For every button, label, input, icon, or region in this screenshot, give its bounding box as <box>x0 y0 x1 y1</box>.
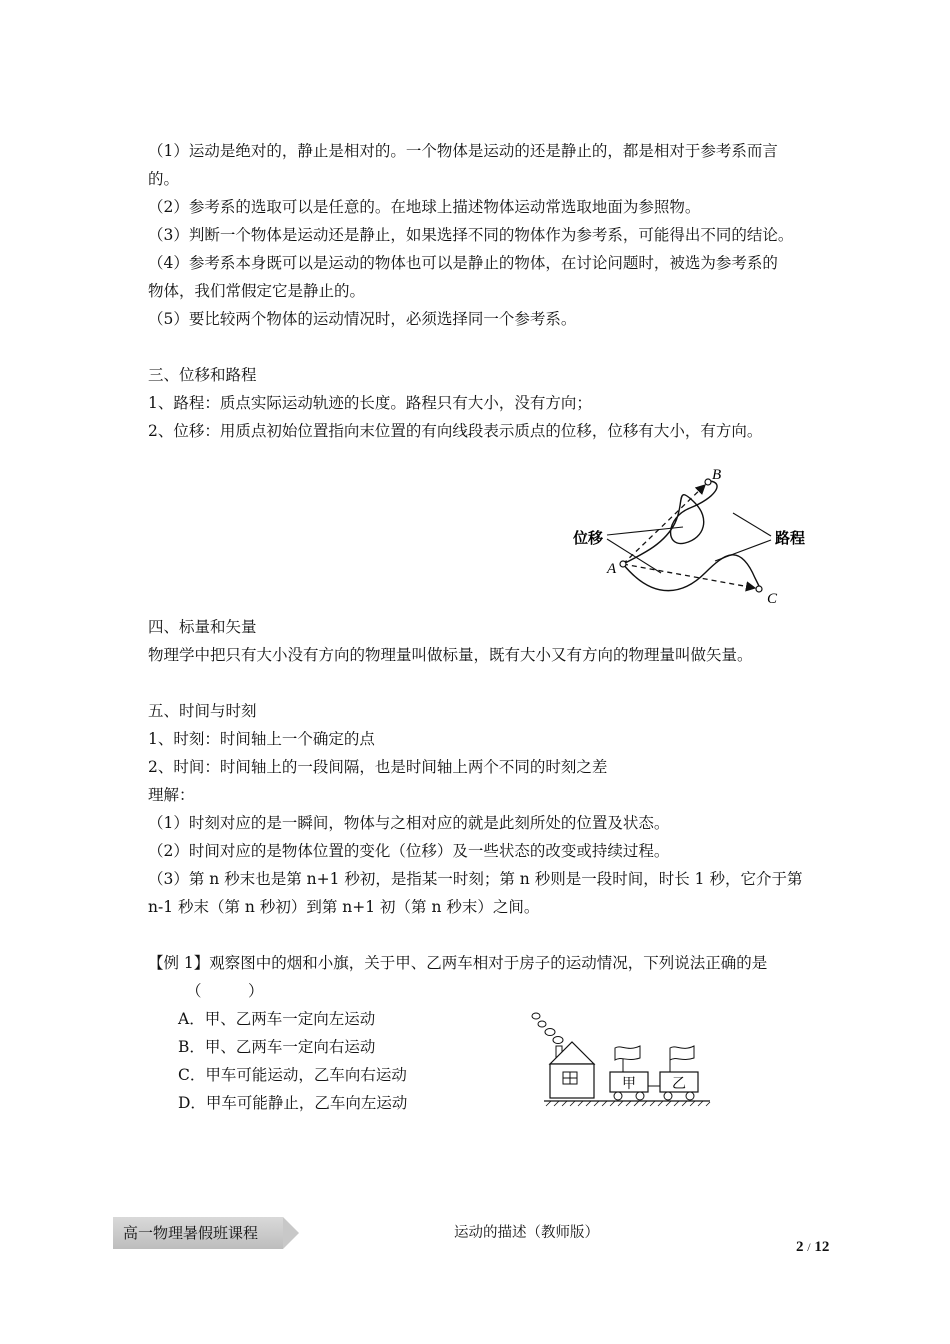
text-line: （2）时间对应的是物体位置的变化（位移）及一些状态的改变或持续过程。 <box>148 842 670 860</box>
text-line: （4）参考系本身既可以是运动的物体也可以是静止的物体，在讨论问题时，被选为参考系的 <box>148 254 778 272</box>
text-line: 物体，我们常假定它是静止的。 <box>148 282 366 300</box>
option-d: D．甲车可能静止，乙车向左运动 <box>178 1094 408 1112</box>
label-pointer <box>607 527 683 535</box>
text-line: n-1 秒末（第 n 秒初）到第 n+1 初（第 n 秒末）之间。 <box>148 898 540 916</box>
label-pointer <box>715 540 771 561</box>
text-line: （3）判断一个物体是运动还是静止，如果选择不同的物体作为参考系，可能得出不同的结论。 <box>148 226 794 244</box>
page-separator: / <box>807 1240 811 1254</box>
text-line: 理解： <box>148 786 195 804</box>
point-a-marker <box>620 561 626 567</box>
label-point-b: B <box>712 467 722 483</box>
text-line: （2）参考系的选取可以是任意的。在地球上描述物体运动常选取地面为参照物。 <box>148 198 701 216</box>
footer-course-tab: 高一物理暑假班课程 <box>113 1217 283 1249</box>
option-b: B．甲、乙两车一定向右运动 <box>178 1038 376 1056</box>
displacement-path-figure <box>565 463 825 613</box>
answer-blank: （ ） <box>186 982 264 1000</box>
page-total: 12 <box>814 1239 830 1255</box>
label-point-a: A <box>607 561 617 577</box>
label-point-c: C <box>767 591 778 607</box>
text-line: 2、时间：时间轴上的一段间隔，也是时间轴上两个不同的时刻之差 <box>148 758 608 776</box>
page-current: 2 <box>796 1239 804 1255</box>
section-heading: 五、时间与时刻 <box>148 702 257 720</box>
option-a: A．甲、乙两车一定向左运动 <box>178 1010 376 1028</box>
smoke-puff <box>545 1029 555 1036</box>
section-heading: 三、位移和路程 <box>148 366 257 384</box>
option-c: C．甲车可能运动，乙车向右运动 <box>178 1066 407 1084</box>
displacement-arrow-ab <box>623 485 705 564</box>
wheel <box>686 1092 694 1100</box>
text-line: 1、时刻：时间轴上一个确定的点 <box>148 730 375 748</box>
house-train-figure <box>528 1010 718 1110</box>
wheel <box>664 1092 672 1100</box>
house-body <box>550 1064 594 1098</box>
text-line: 物理学中把只有大小没有方向的物理量叫做标量，既有大小又有方向的物理量叫做矢量。 <box>148 646 753 664</box>
text-line: 1、路程：质点实际运动轨迹的长度。路程只有大小，没有方向； <box>148 394 592 412</box>
car-jia-label: 甲 <box>622 1076 636 1092</box>
smoke-puff <box>553 1037 563 1044</box>
flag-yi <box>670 1046 694 1060</box>
footer-title: 运动的描述（教师版） <box>454 1225 599 1241</box>
smoke-puff <box>532 1013 540 1019</box>
example-stem <box>148 953 767 973</box>
wheel <box>614 1092 622 1100</box>
point-c-marker <box>756 586 762 592</box>
example-tag: 【例 1】 <box>148 954 210 972</box>
text-line: 的。 <box>148 170 180 188</box>
label-pointer <box>733 513 771 536</box>
text-line: （1）运动是绝对的，静止是相对的。一个物体是运动的还是静止的，都是相对于参考系而言 <box>148 142 778 160</box>
text-line: （3）第 n 秒末也是第 n+1 秒初，是指某一时刻；第 n 秒则是一段时间，时长 1 秒，它介于第 <box>148 870 803 888</box>
example-stem-text: 观察图中的烟和小旗，关于甲、乙两车相对于房子的运动情况，下列说法正确的是 <box>209 954 768 972</box>
text-line: （1）时刻对应的是一瞬间，物体与之相对应的就是此刻所处的位置及状态。 <box>148 814 670 832</box>
text-line: （5）要比较两个物体的运动情况时，必须选择同一个参考系。 <box>148 310 577 328</box>
path-curve-ab <box>623 481 717 564</box>
label-path: 路程 <box>775 529 806 547</box>
flag-jia <box>615 1046 640 1060</box>
point-b-marker <box>705 479 711 485</box>
car-yi-label: 乙 <box>672 1076 686 1092</box>
section-heading: 四、标量和矢量 <box>148 618 257 636</box>
text-line: 2、位移：用质点初始位置指向末位置的有向线段表示质点的位移，位移有大小，有方向。 <box>148 422 763 440</box>
page-number <box>796 1239 829 1256</box>
smoke-puff <box>538 1021 546 1027</box>
wheel <box>636 1092 644 1100</box>
label-displacement: 位移 <box>573 529 604 547</box>
